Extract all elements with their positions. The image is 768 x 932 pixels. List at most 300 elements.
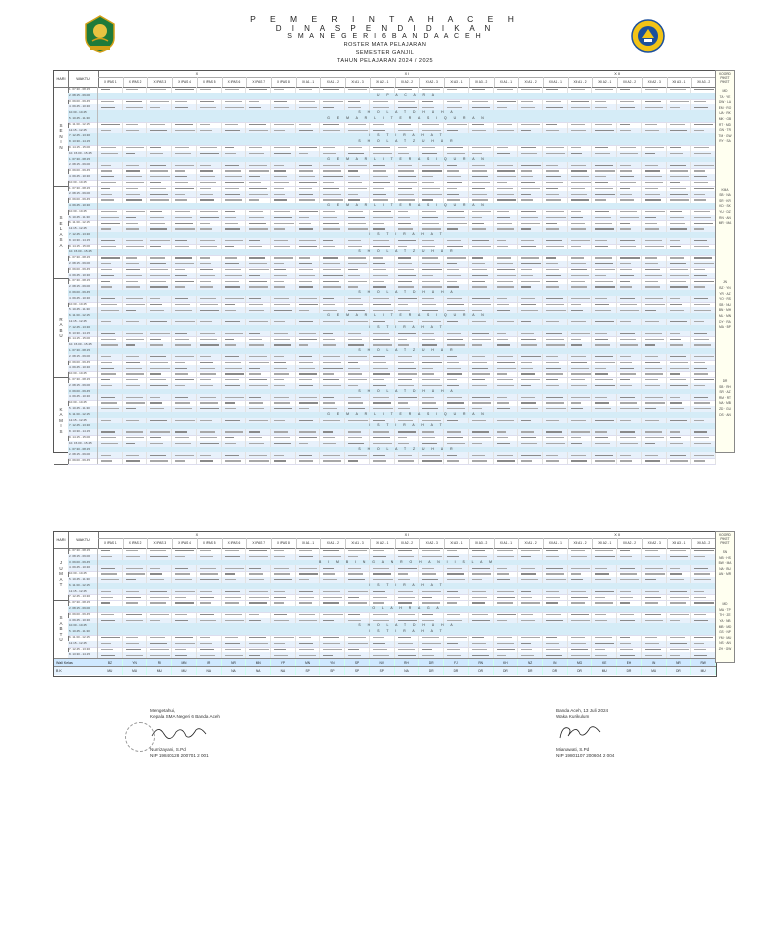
- piket-name: SN: [722, 550, 728, 554]
- piket-panel-page-2: [715, 531, 735, 663]
- piket-name: SR · AZ: [719, 390, 731, 395]
- sign-right-line2: Waka Kurikulum: [556, 714, 590, 720]
- piket-name: RY · SA: [719, 139, 731, 144]
- time-slot: 2. 08.15 - 09.00: [68, 554, 98, 560]
- class-column-label: X IPAS 6: [222, 77, 248, 87]
- piket-name: YA · NB: [719, 618, 731, 623]
- footer-cell: MU: [123, 667, 148, 675]
- day-letter: N: [59, 144, 63, 150]
- day-letter: T: [59, 631, 63, 637]
- activity-band: I S T I R A H A T: [369, 629, 445, 634]
- day-letter: A: [59, 322, 63, 328]
- class-column-label: XI A1 - 1: [494, 538, 520, 548]
- schedule-rows: [68, 278, 716, 377]
- time-slot: 6. 11.30 - 12.15: [68, 412, 98, 418]
- time-slot: 7. 12.45 - 13.30: [68, 594, 98, 600]
- footer-cell: NR: [222, 659, 247, 667]
- footer-cell: NA: [271, 667, 296, 675]
- time-slot: 3. 09.00 - 09.45: [68, 458, 98, 464]
- activity-band: I S T I R A H A T: [369, 423, 445, 428]
- class-column-label: XI A2 - 2: [395, 538, 421, 548]
- footer-cell: IN: [642, 659, 667, 667]
- piket-name: SB · NU: [719, 302, 731, 307]
- piket-name: YU · DZ: [719, 209, 731, 214]
- schedule-cell: [419, 458, 444, 464]
- time-slot: 1. 07.30 - 08.15: [68, 548, 98, 554]
- schedule-cell: [370, 458, 395, 464]
- time-slot: 7. 12.45 - 13.30: [68, 423, 98, 429]
- schedule-cell: [543, 458, 568, 464]
- class-column-label: XII A2 - 2: [617, 538, 643, 548]
- time-slot: 1. 07.30 - 08.15: [68, 447, 98, 453]
- grade-group-label: X I: [296, 532, 518, 539]
- piket-name: MR · MA: [718, 221, 732, 226]
- piket-name: TA · YE: [719, 94, 731, 99]
- footer-cell: SP: [370, 667, 395, 675]
- class-column-label: XII A2 - 1: [592, 77, 618, 87]
- class-column-label: XII A3 - 1: [667, 77, 693, 87]
- activity-band: S H O L A T D H U H A: [358, 388, 456, 393]
- schedule-cell: [592, 458, 617, 464]
- time-slot: 8. 13.30 - 14.15: [68, 139, 98, 145]
- footer-cell: RW: [691, 659, 716, 667]
- footer-cell: MU: [592, 667, 617, 675]
- time-slot: 2. 08.15 - 09.00: [68, 383, 98, 389]
- time-slot: 1. 07.30 - 08.15: [68, 186, 98, 192]
- footer-cell: DR: [543, 667, 568, 675]
- footer-cell: DR: [444, 667, 469, 675]
- footer-row-label: Wali Kelas: [56, 661, 73, 666]
- schedule-cell: [667, 458, 692, 464]
- footer-cell: MN: [172, 659, 197, 667]
- footer-cell: EH: [617, 659, 642, 667]
- time-slot: 5. 10.45 - 11.30: [68, 629, 98, 635]
- day-letter: K: [59, 406, 63, 412]
- piket-name: MA · TP: [719, 607, 731, 612]
- day-letter: S: [59, 237, 63, 243]
- schedule-cell: [320, 458, 345, 464]
- time-slot: 3. 09.00 - 09.45: [68, 612, 98, 618]
- time-slot: 10.30 - 10.45: [68, 209, 98, 215]
- activity-band: I S T I R A H A T: [369, 231, 445, 236]
- activity-band: U P A C A R A: [376, 92, 438, 97]
- day-block-sabtu: [54, 600, 716, 659]
- time-slot: 8. 13.30 - 14.15: [68, 652, 98, 658]
- piket-names: [716, 188, 734, 227]
- header-line-1: P E M E R I N T A H A C E H: [250, 14, 520, 24]
- footer-cell: NZ: [518, 659, 543, 667]
- time-slot: 2. 08.15 - 09.00: [68, 284, 98, 290]
- schedule-cell: [172, 458, 197, 464]
- schedule-cell: [494, 458, 519, 464]
- piket-name: MA · BP: [719, 325, 731, 330]
- class-column-label: X IPAS 1: [98, 538, 124, 548]
- footer-cell: YN: [320, 659, 345, 667]
- class-column-label: XI A3 - 2: [469, 77, 495, 87]
- time-slot: 8. 13.30 - 14.15: [68, 429, 98, 435]
- time-slot: 1. 07.30 - 08.15: [68, 87, 98, 93]
- grade-group-label: X II: [518, 532, 716, 539]
- school-emblem-logo: [630, 18, 666, 54]
- time-slot: 9. 14.15 - 15.00: [68, 244, 98, 250]
- footer-cell: NV: [370, 659, 395, 667]
- piket-names: [716, 602, 734, 652]
- time-slot: 4. 09.45 - 10.30: [68, 365, 98, 371]
- piket-name: BN · MH: [718, 308, 732, 313]
- piket-names: [716, 89, 734, 145]
- time-slot: 3. 09.00 - 09.45: [68, 197, 98, 203]
- time-slot: 6. 11.30 - 12.15: [68, 635, 98, 641]
- schedule-cell: [395, 458, 420, 464]
- grade-group-label: X I: [296, 71, 518, 78]
- time-slot: 10. 15.00 - 15.45: [68, 151, 98, 157]
- schedule-rows: [68, 87, 716, 186]
- class-column-label: X IPAS 5: [197, 77, 223, 87]
- time-slot: 2. 08.15 - 09.00: [68, 162, 98, 168]
- day-letter: S: [59, 122, 63, 128]
- day-block-senin: [54, 87, 716, 187]
- day-label: [54, 87, 69, 186]
- day-block-selasa: [54, 186, 716, 280]
- document-header: [0, 0, 768, 70]
- time-slot: 1. 07.30 - 08.15: [68, 600, 98, 606]
- footer-cell: DR: [667, 667, 692, 675]
- time-slot: 4. 09.45 - 10.30: [68, 565, 98, 571]
- class-column-label: XII A1 - 2: [568, 77, 594, 87]
- piket-name: GN · TR: [719, 128, 731, 133]
- header-line-4: ROSTER MATA PELAJARAN: [343, 42, 427, 48]
- time-slot: 1. 07.30 - 08.15: [68, 157, 98, 163]
- class-column-label: XII A1 - 2: [568, 538, 594, 548]
- header-line-3: S M A N E G E R I 6 B A N D A A C E H: [287, 33, 483, 40]
- class-column-label: X IPAS 2: [123, 538, 149, 548]
- day-letter: M: [59, 417, 63, 423]
- time-slot: 1. 07.30 - 08.15: [68, 255, 98, 261]
- time-slot: 8. 13.30 - 14.15: [68, 331, 98, 337]
- day-letter: E: [59, 128, 63, 134]
- time-slot: 2. 08.15 - 09.00: [68, 261, 98, 267]
- footer-cell: SP: [345, 659, 370, 667]
- hari-header: HARI: [54, 532, 69, 548]
- day-letter: U: [59, 565, 63, 571]
- activity-band: G E M A R L I T E R A S I Q U R A N: [327, 156, 487, 161]
- time-slot: 3. 09.00 - 09.45: [68, 389, 98, 395]
- time-slot: 3. 09.00 - 09.45: [68, 290, 98, 296]
- piket-name: MK · GB: [718, 116, 732, 121]
- schedule-cell: [271, 458, 296, 464]
- time-slot: 10.30 - 10.45: [68, 571, 98, 577]
- time-slot: 4. 09.45 - 10.30: [68, 174, 98, 180]
- activity-band: G E M A R L I T E R A S I Q U R A N: [327, 411, 487, 416]
- piket-name: AN · MR: [718, 572, 732, 577]
- activity-band: I S T I R A H A T: [369, 582, 445, 587]
- footer-cell: RI: [147, 659, 172, 667]
- time-slot: 10. 15.00 - 15.45: [68, 441, 98, 447]
- time-slot: 7. 12.45 - 13.30: [68, 647, 98, 653]
- footer-cell: IN: [543, 659, 568, 667]
- piket-name: MB · MD: [718, 624, 732, 629]
- roster-table-page-1: [53, 70, 717, 463]
- piket-name: TH · ZE: [719, 613, 731, 618]
- time-slot: 12.15 - 12.45: [68, 226, 98, 232]
- piket-name: TM · GW: [718, 133, 732, 138]
- footer-cell: SP: [296, 667, 321, 675]
- piket-name: RN · AN: [719, 215, 731, 220]
- footer-cell: SP: [345, 667, 370, 675]
- footer-cell: DR: [568, 667, 593, 675]
- piket-name: NA · BU: [719, 566, 731, 571]
- header-line-2: D I N A S P E N D I D I K A N: [275, 24, 495, 33]
- time-slot: 2. 08.15 - 09.00: [68, 606, 98, 612]
- schedule-cell: [222, 458, 247, 464]
- time-slot: 2. 08.15 - 09.00: [68, 354, 98, 360]
- time-slot: 10.30 - 10.45: [68, 400, 98, 406]
- class-column-label: XI A1 - 1: [296, 77, 322, 87]
- piket-name: MD: [722, 602, 728, 607]
- class-column-label: XI A2 - 1: [370, 77, 396, 87]
- official-stamp: [125, 722, 155, 752]
- class-column-label: XI A1 - 2: [518, 77, 544, 87]
- time-slot: 6. 11.30 - 12.15: [68, 583, 98, 589]
- schedule-cell: [98, 458, 123, 464]
- footer-cell: RH: [395, 659, 420, 667]
- sign-left-line1: Mengetahui,: [150, 708, 176, 713]
- grade-group-label: X: [98, 532, 296, 539]
- footer-cell: RN: [469, 659, 494, 667]
- day-letter: A: [59, 412, 63, 418]
- piket-name: ML · MN: [718, 313, 732, 318]
- class-column-label: X IPAS 1: [98, 77, 124, 87]
- piket-name: DS · AN: [719, 412, 731, 417]
- column-header: [54, 71, 716, 88]
- schedule-rows: [68, 377, 716, 464]
- time-slot: 10. 15.00 - 15.45: [68, 342, 98, 348]
- piket-name: DW · LA: [718, 100, 732, 105]
- time-slot: 10.30 - 10.45: [68, 110, 98, 116]
- piket-name: SR · KR: [719, 198, 731, 203]
- footer-cell: KE: [592, 659, 617, 667]
- day-letter: I: [60, 423, 62, 429]
- piket-names: [716, 550, 734, 578]
- class-column-label: XII A2 - 3: [642, 77, 668, 87]
- header-line-6: TAHUN PELAJARAN 2024 / 2025: [336, 58, 434, 64]
- time-slot: 4. 09.45 - 10.30: [68, 104, 98, 110]
- piket-name: JN: [723, 280, 727, 285]
- sign-right-nip: NIP 19801107 200604 2 004: [556, 752, 615, 758]
- piket-name: MD: [722, 89, 728, 93]
- footer-cell: NA: [222, 667, 247, 675]
- day-letter: B: [59, 327, 63, 333]
- time-slot: 12.15 - 12.45: [68, 641, 98, 647]
- class-column-label: XI A1 - 1: [494, 77, 520, 87]
- header-line-5: SEMESTER GANJIL: [355, 50, 415, 56]
- footer-cell: DR: [518, 667, 543, 675]
- time-slot: 1. 07.30 - 08.15: [68, 348, 98, 354]
- time-slot: 5. 10.45 - 11.30: [68, 215, 98, 221]
- grade-group-label: X: [98, 71, 296, 78]
- footer-cell: DR: [617, 667, 642, 675]
- piket-name: EM · RO: [718, 105, 732, 110]
- aceh-emblem-logo: [80, 14, 120, 54]
- grade-group-label: X II: [518, 71, 716, 78]
- class-column-label: XI A3 - 2: [469, 538, 495, 548]
- waktu-header: WAKTU: [68, 532, 99, 548]
- time-slot: 10.30 - 10.45: [68, 623, 98, 629]
- time-slot: 2. 08.15 - 09.00: [68, 93, 98, 99]
- time-slot: 6. 11.30 - 12.15: [68, 122, 98, 128]
- piket-name: ZD · GU: [719, 406, 731, 411]
- piket-name: SB · NA: [719, 193, 731, 198]
- class-column-label: X IPAS 4: [172, 77, 198, 87]
- footer-cell: BZ: [98, 659, 123, 667]
- time-slot: 3. 09.00 - 09.45: [68, 560, 98, 566]
- activity-band: I S T I R A H A T: [369, 133, 445, 138]
- bk-row: [54, 666, 716, 675]
- footer-cell: YP: [271, 659, 296, 667]
- day-letter: E: [59, 220, 63, 226]
- time-slot: 4. 09.45 - 10.30: [68, 203, 98, 209]
- class-column-label: XII A2 - 3: [642, 538, 668, 548]
- class-column-label: X IPAS 3: [147, 77, 173, 87]
- sign-left-nip: NIP 19840128 200701 2 001: [150, 752, 209, 758]
- class-column-label: XI A1 - 2: [320, 77, 346, 87]
- piket-name: NS · AN: [719, 641, 731, 646]
- schedule-rows: [68, 548, 716, 600]
- footer-cell: NA: [395, 667, 420, 675]
- day-letter: S: [59, 428, 63, 434]
- class-column-label: XII A3 - 2: [691, 77, 717, 87]
- time-slot: 12.15 - 12.45: [68, 589, 98, 595]
- day-letter: B: [59, 626, 63, 632]
- footer-cell: IR: [197, 659, 222, 667]
- class-column-label: XI A3 - 1: [444, 538, 470, 548]
- footer-cell: MU: [98, 667, 123, 675]
- time-slot: 3. 09.00 - 09.45: [68, 267, 98, 273]
- piket-panel-header: KOORD PIKET PIKET: [719, 72, 731, 84]
- piket-name: YO · RS: [719, 297, 731, 302]
- footer-cell: MU: [691, 667, 716, 675]
- activity-band: S H O L A T D H U H A: [358, 289, 456, 294]
- day-letter: A: [59, 576, 63, 582]
- time-slot: 4. 09.45 - 10.30: [68, 296, 98, 302]
- time-slot: 6. 11.30 - 12.15: [68, 220, 98, 226]
- class-column-label: XI A1 - 2: [320, 538, 346, 548]
- waktu-header: WAKTU: [68, 71, 99, 87]
- day-letter: A: [59, 231, 63, 237]
- day-letter: L: [59, 226, 63, 232]
- time-slot: 9. 14.15 - 15.00: [68, 336, 98, 342]
- activity-band: S H O L A T Z U H U R: [358, 139, 456, 144]
- time-slot: 5. 10.45 - 11.30: [68, 116, 98, 122]
- time-slot: 4. 09.45 - 10.30: [68, 618, 98, 624]
- class-column-label: XI A2 - 3: [419, 77, 445, 87]
- time-slot: 1. 07.30 - 08.15: [68, 377, 98, 383]
- piket-name: RT · MD: [719, 122, 731, 127]
- time-slot: 2. 08.15 - 09.00: [68, 191, 98, 197]
- piket-name: KD · SK: [719, 204, 731, 209]
- sign-left-name: Nurrizayani, S.Pd: [150, 746, 186, 752]
- piket-panel-page-1: [715, 70, 735, 453]
- class-column-label: XI A1 - 3: [345, 538, 371, 548]
- footer-row-label: B K: [56, 669, 62, 674]
- time-slot: 12.15 - 12.45: [68, 128, 98, 134]
- time-slot: 3. 09.00 - 09.45: [68, 99, 98, 105]
- schedule-cell: [617, 458, 642, 464]
- activity-band: B I M B I N G A N R O H A N I I S L A M: [318, 559, 496, 564]
- class-column-label: X IPAS 5: [197, 538, 223, 548]
- time-slot: 1. 07.30 - 08.15: [68, 278, 98, 284]
- class-column-label: X IPAS 3: [147, 538, 173, 548]
- piket-name: UA · RK: [719, 111, 731, 116]
- schedule-cell: [642, 458, 667, 464]
- column-header: [54, 532, 716, 549]
- piket-name: DY · RA: [719, 319, 731, 324]
- hari-header: HARI: [54, 71, 69, 87]
- day-block-rabu: [54, 278, 716, 378]
- activity-band: S H O L A T Z U H U R: [358, 446, 456, 451]
- sign-left-line2: Kepala SMA Negeri 6 Banda Aceh: [150, 714, 220, 720]
- footer-cell: MU: [147, 667, 172, 675]
- day-label: [54, 186, 69, 279]
- handwritten-signature: [150, 722, 210, 742]
- day-letter: R: [59, 316, 63, 322]
- class-column-label: XII A1 - 1: [543, 77, 569, 87]
- time-slot: 7. 12.45 - 13.30: [68, 325, 98, 331]
- piket-name: YR · AZ: [719, 291, 731, 296]
- day-letter: A: [59, 620, 63, 626]
- time-slot: 2. 08.15 - 09.00: [68, 452, 98, 458]
- day-letter: J: [59, 560, 63, 566]
- class-column-label: X IPAS 7: [246, 538, 272, 548]
- class-column-label: XII A1 - 1: [543, 538, 569, 548]
- time-slot: 5. 10.45 - 11.30: [68, 577, 98, 583]
- time-slot: 4. 09.45 - 10.30: [68, 394, 98, 400]
- activity-band: G E M A R L I T E R A S I Q U R A N: [327, 313, 487, 318]
- day-letter: M: [59, 571, 63, 577]
- class-column-label: X IPAS 8: [271, 77, 297, 87]
- piket-name: DR: [722, 379, 728, 383]
- time-slot: 7. 12.45 - 13.30: [68, 133, 98, 139]
- day-block-jumat: [54, 548, 716, 601]
- footer-cell: MN: [246, 659, 271, 667]
- class-column-label: X IPAS 2: [123, 77, 149, 87]
- time-slot: 6. 11.30 - 12.15: [68, 313, 98, 319]
- time-slot: 5. 10.45 - 11.30: [68, 406, 98, 412]
- time-slot: 10.30 - 10.45: [68, 371, 98, 377]
- schedule-rows: [68, 186, 716, 279]
- day-letter: S: [59, 215, 63, 221]
- signature-curriculum: [556, 708, 716, 759]
- schedule-cell: [469, 458, 494, 464]
- activity-band: I S T I R A H A T: [369, 324, 445, 329]
- piket-names: [716, 379, 734, 418]
- footer-cell: SP: [320, 667, 345, 675]
- footer-cell: DR: [419, 667, 444, 675]
- class-column-label: XI A2 - 2: [395, 77, 421, 87]
- footer-cell: DR: [419, 659, 444, 667]
- class-column-label: XI A2 - 1: [370, 538, 396, 548]
- class-column-label: XII A3 - 1: [667, 538, 693, 548]
- schedule-rows: [68, 600, 716, 658]
- day-letter: T: [59, 582, 63, 588]
- schedule-cell: [246, 458, 271, 464]
- day-letter: U: [59, 333, 63, 339]
- footer-cell: NR: [667, 659, 692, 667]
- activity-band: S H O L A T Z U H U R: [358, 347, 456, 352]
- class-column-label: XI A1 - 3: [345, 77, 371, 87]
- activity-band: G E M A R L I T E R A S I Q U R A N: [327, 116, 487, 120]
- piket-names: [716, 280, 734, 330]
